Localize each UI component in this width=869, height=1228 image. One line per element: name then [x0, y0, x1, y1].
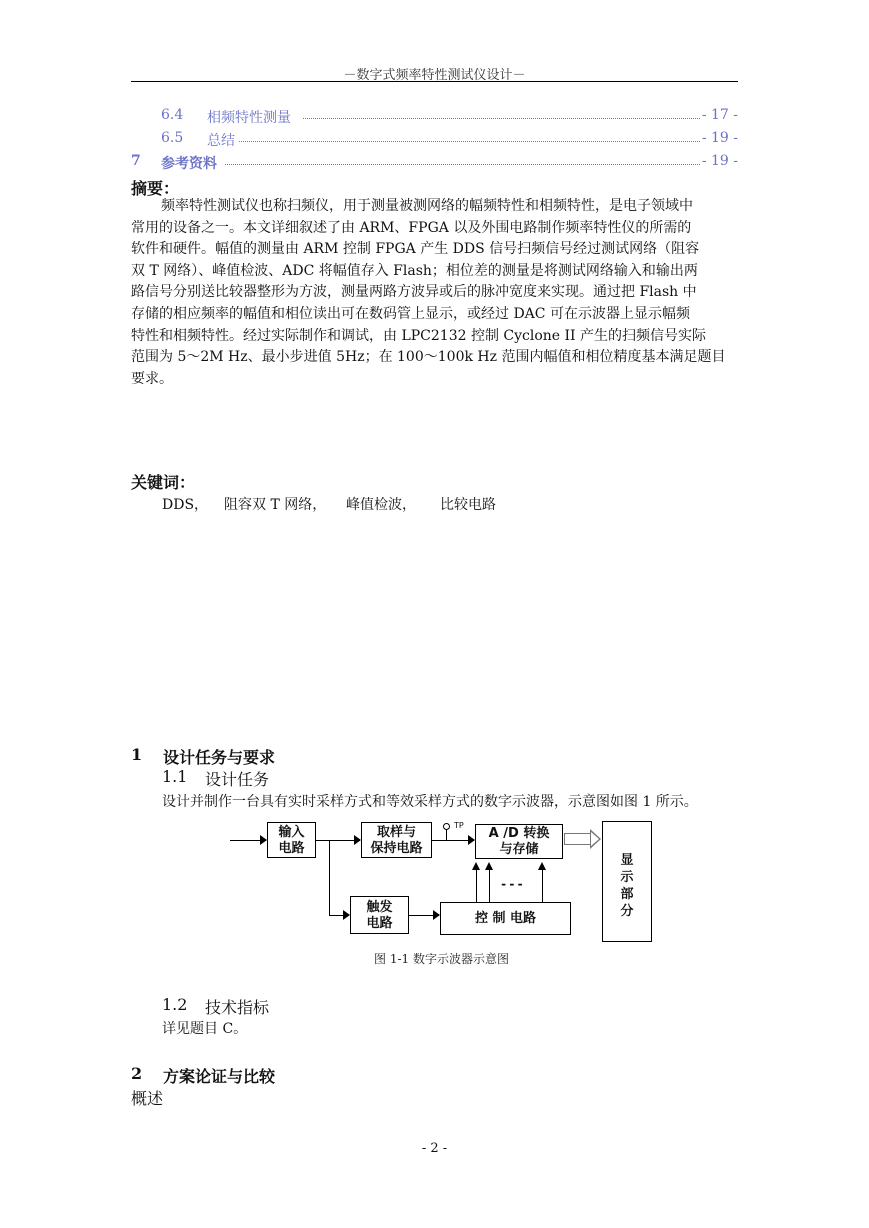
abstract-line: 频率特性测试仪也称扫频仪，用于测量被测网络的幅频特性和相频特性，是电子领域中: [161, 198, 693, 214]
toc-title: 相频特性测量: [207, 110, 291, 126]
section-title: 方案论证与比较: [163, 1067, 276, 1086]
block-label: 示: [620, 870, 634, 885]
block-label: 保持电路: [370, 841, 423, 856]
block-label: 电路: [366, 916, 393, 931]
toc-number: 6.5: [161, 130, 184, 146]
block-label: 分: [620, 904, 634, 919]
block-label: A /D 转换: [488, 826, 550, 841]
arrow-head: [343, 910, 350, 920]
ellipsis-dashes: ---: [500, 877, 525, 891]
abstract-line: 要求。: [131, 370, 173, 387]
toc-leader: [239, 141, 700, 142]
block-label: 与存储: [499, 842, 539, 857]
section-title: 设计任务与要求: [163, 748, 276, 767]
arrow-head: [538, 862, 546, 870]
block-label: 电路: [278, 841, 305, 856]
test-point-icon: [443, 823, 450, 830]
keyword: 阻容双 T 网络，: [224, 497, 327, 513]
adc-storage-block: [475, 824, 563, 859]
control-signal-line: [489, 868, 490, 902]
page-number: - 2 -: [421, 1141, 448, 1156]
overview-heading: 概述: [131, 1089, 164, 1108]
arrow-head: [433, 910, 440, 920]
control-signal-line: [476, 868, 477, 902]
spec-text: 详见题目 C。: [162, 1021, 248, 1037]
connector-line: [409, 915, 439, 916]
display-block: [602, 821, 652, 942]
abstract-line: 双 T 网络）、峰值检波、ADC 将幅值存入 Flash；相位差的测量是将测试网络输入和输出两: [131, 262, 698, 279]
toc-title: 参考资料: [161, 156, 217, 172]
keyword: 比较电路: [440, 497, 496, 513]
abstract-heading: 摘要：: [131, 179, 180, 198]
test-point-label: TP: [454, 821, 464, 830]
toc-entry[interactable]: [131, 130, 738, 150]
control-circuit-block: [440, 902, 571, 935]
subsection-title: 技术指标: [205, 998, 270, 1017]
toc-leader: [225, 164, 700, 165]
toc-page: - 19 -: [701, 130, 738, 146]
subsection-title: 设计任务: [205, 770, 270, 789]
block-label: 取样与: [376, 825, 416, 840]
toc-entry[interactable]: [131, 107, 738, 127]
arrow-head: [485, 862, 493, 870]
trigger-branch-line: [329, 840, 330, 916]
abstract-line: 软件和硬件。幅值的测量由 ARM 控制 FPGA 产生 DDS 信号扫频信号经过测试网络（阻容: [131, 241, 700, 258]
block-label: 部: [620, 887, 634, 902]
abstract-line: 常用的设备之一。本文详细叙述了由 ARM、FPGA 以及外围电路制作频率特性仪的所需的: [131, 219, 692, 236]
toc-page: - 19 -: [701, 153, 738, 169]
keyword: 峰值检波，: [346, 497, 416, 513]
test-point-stem: [446, 829, 447, 840]
block-label: 输入: [278, 825, 305, 840]
sample-hold-block: [361, 822, 432, 858]
connector-line: [316, 840, 360, 841]
input-circuit-block: [267, 822, 316, 858]
toc-page: - 17 -: [701, 107, 738, 123]
arrow-head: [468, 835, 475, 845]
toc-entry[interactable]: [131, 153, 738, 173]
figure-caption: 图 1-1 数字示波器示意图: [374, 952, 509, 966]
data-bus-arrow: [564, 833, 592, 845]
arrow-head: [354, 835, 361, 845]
block-label: 显: [620, 853, 634, 868]
keyword: DDS，: [162, 497, 209, 513]
arrow-head-fill: [591, 832, 599, 846]
keywords-heading: 关键词：: [131, 473, 196, 492]
abstract-line: 路信号分别送比较器整形为方波，测量两路方波异或后的脉冲宽度来实现。通过把 Flash 中: [131, 284, 697, 301]
input-signal-line: [230, 840, 266, 841]
abstract-line: 范围为 5～2M Hz、最小步进值 5Hz；在 100～100k Hz 范围内幅值和相位精度基本满足题目: [131, 349, 726, 366]
task-text: 设计并制作一台具有实时采样方式和等效采样方式的数字示波器，示意图如图 1 所示。: [162, 794, 698, 810]
block-label: 触发: [366, 900, 393, 915]
trigger-circuit-block: [350, 896, 409, 934]
arrow-head: [590, 829, 601, 849]
connector-line: [329, 915, 349, 916]
section-number: 2: [131, 1064, 143, 1083]
control-signal-line: [542, 868, 543, 902]
subsection-number: 1.2: [162, 995, 188, 1014]
block-label: 控 制 电路: [474, 911, 537, 926]
arrow-head: [472, 862, 480, 870]
running-header: －数字式频率特性测试仪设计－: [343, 68, 526, 83]
toc-number: 6.4: [161, 107, 184, 123]
abstract-body: [131, 196, 738, 390]
arrow-head: [260, 835, 267, 845]
header-rule: [131, 81, 738, 82]
connector-line: [432, 840, 474, 841]
section-number: 1: [131, 745, 143, 764]
toc-number: 7: [131, 153, 141, 169]
toc-leader: [303, 118, 700, 119]
abstract-line: 存储的相应频率的幅值和相位读出可在数码管上显示，或经过 DAC 可在示波器上显示幅频: [131, 305, 690, 322]
subsection-number: 1.1: [162, 767, 188, 786]
toc-title: 总结: [207, 133, 235, 149]
abstract-line: 特性和相频特性。经过实际制作和调试，由 LPC2132 控制 Cyclone II 产生的扫频信号实际: [131, 327, 707, 344]
